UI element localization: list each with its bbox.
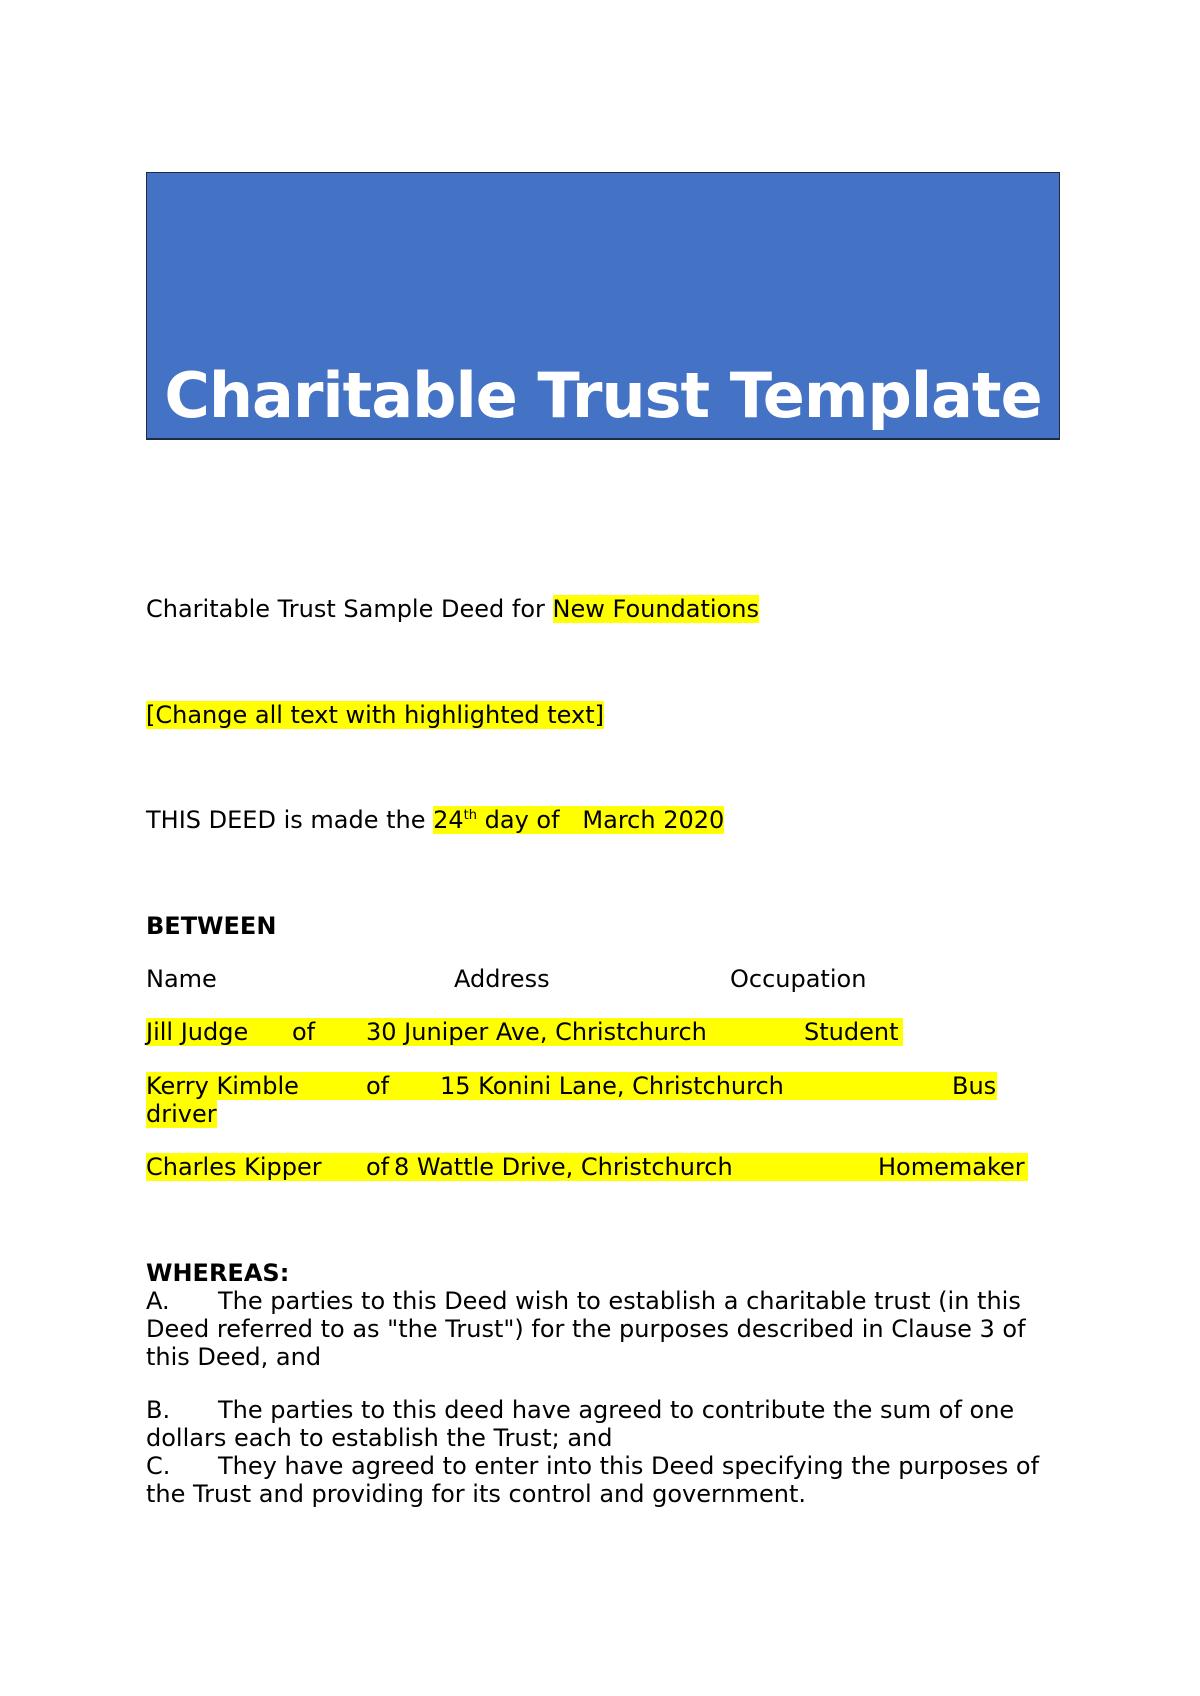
deed-prefix: THIS DEED is made the [146, 806, 426, 834]
party-address: 15 Konini Lane, Christchurch [440, 1072, 784, 1100]
header-occupation: Occupation [730, 965, 867, 993]
party-address: 8 Wattle Drive, Christchurch [394, 1153, 733, 1181]
instruction-text: [Change all text with highlighted text] [146, 701, 604, 729]
party-row [146, 1153, 1028, 1181]
recital-text: The parties to this Deed wish to establish a charitable trust (in this Deed referred to as "the Trust") for the purposes described in Clause 3 of this Deed, and [146, 1287, 1026, 1371]
trust-name: New Foundations [552, 595, 759, 623]
recital-b [146, 1396, 1061, 1452]
recital-letter: A. [146, 1287, 170, 1315]
deed-date-line [146, 806, 724, 834]
header-name: Name [146, 965, 217, 993]
recital-text: The parties to this deed have agreed to contribute the sum of one dollars each to establish the Trust; and [146, 1396, 1015, 1452]
subtitle-line [146, 595, 759, 623]
deed-rest: day of March 2020 [477, 806, 725, 834]
title-banner [146, 172, 1060, 440]
whereas-heading: WHEREAS: [146, 1259, 290, 1287]
party-occupation-continued [146, 1100, 217, 1128]
party-name: Kerry Kimble [146, 1072, 299, 1100]
subtitle-prefix: Charitable Trust Sample Deed for [146, 595, 545, 623]
party-of: of [366, 1072, 390, 1100]
instruction-line [146, 701, 604, 729]
party-occupation: Student [804, 1018, 899, 1046]
recital-c [146, 1452, 1061, 1508]
recital-letter: B. [146, 1396, 171, 1424]
party-occupation: Homemaker [878, 1153, 1025, 1181]
recital-text: They have agreed to enter into this Deed specifying the purposes of the Trust and providing for its control and government. [146, 1452, 1040, 1508]
document-title: Charitable Trust Template [164, 359, 1042, 432]
party-occupation-cont: driver [146, 1100, 217, 1128]
column-headers [146, 965, 1061, 993]
deed-day: 24 [433, 806, 464, 834]
party-of: of [366, 1153, 390, 1181]
header-address: Address [454, 965, 550, 993]
party-name: Jill Judge [146, 1018, 249, 1046]
party-row [146, 1072, 997, 1100]
recital-a [146, 1287, 1061, 1371]
party-address: 30 Juniper Ave, Christchurch [366, 1018, 707, 1046]
party-row [146, 1018, 903, 1046]
party-of: of [292, 1018, 316, 1046]
party-occupation: Bus [952, 1072, 997, 1100]
party-name: Charles Kipper [146, 1153, 322, 1181]
deed-day-suffix: th [463, 808, 477, 823]
between-heading: BETWEEN [146, 912, 277, 940]
deed-date [433, 806, 724, 834]
recital-letter: C. [146, 1452, 171, 1480]
